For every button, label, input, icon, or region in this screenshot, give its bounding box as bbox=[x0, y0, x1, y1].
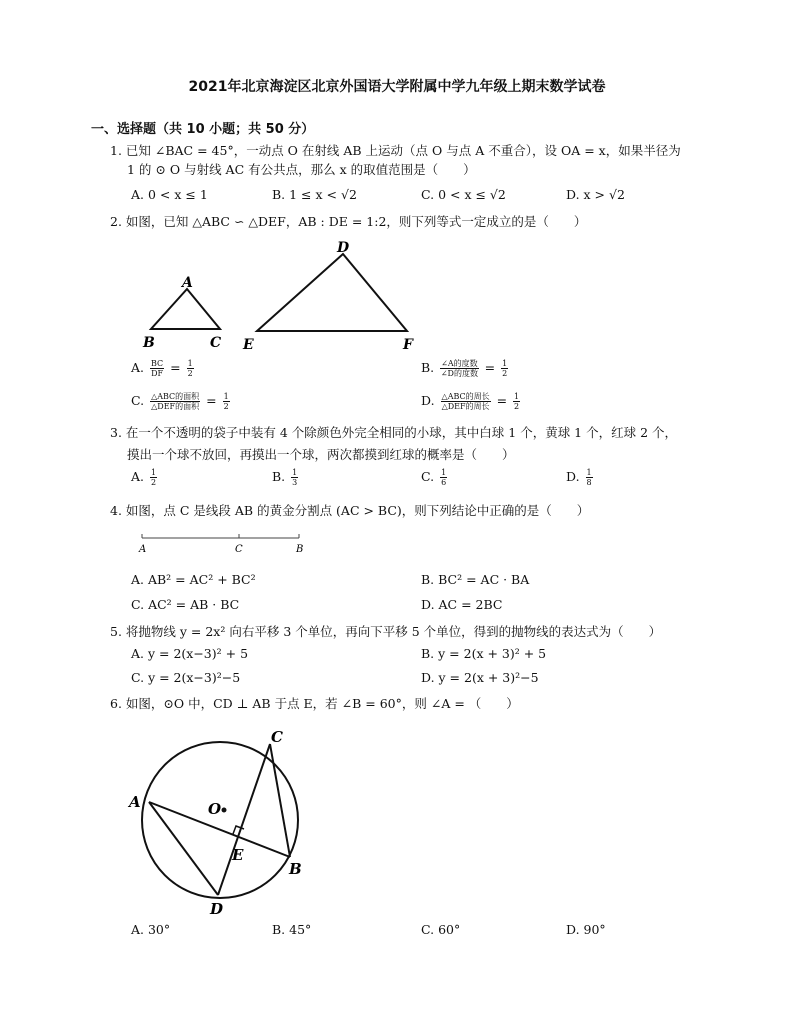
label-c: C bbox=[271, 728, 283, 746]
q3-option-b[interactable]: B. $\frac{1}{3}$ bbox=[272, 468, 298, 487]
triangle-abc bbox=[151, 289, 220, 329]
chord-cd bbox=[218, 744, 270, 895]
point-a-label: A bbox=[139, 544, 147, 555]
q3-line1: 3. 在一个不透明的袋子中装有 4 个除颜色外完全相同的小球，其中白球 1 个，黄球 1 个，红球 2 个， bbox=[110, 425, 678, 440]
q1-option-d[interactable]: D. x > √2 bbox=[566, 187, 625, 202]
q6-line1: 6. 如图，⊙O 中，CD ⊥ AB 于点 E，若 ∠B = 60°，则 ∠A = （ ） bbox=[110, 696, 519, 711]
q5-option-a[interactable]: A. y = 2(x−3)² + 5 bbox=[131, 646, 249, 661]
q2-option-c[interactable]: C. $\frac{\text{△ABC的面积}}{\text{△DEF的面积}}$ = $\frac{1}{2}$ bbox=[131, 392, 229, 411]
q6-circle-figure bbox=[120, 720, 320, 920]
q4-segment-figure bbox=[134, 530, 314, 558]
q3-option-a[interactable]: A. $\frac{1}{2}$ bbox=[131, 468, 157, 487]
label-e: E bbox=[232, 846, 244, 864]
q2-line1: 2. 如图，已知 △ABC ∽ △DEF，AB : DE = 1:2，则下列等式一定成立的是（ ） bbox=[110, 214, 587, 229]
label-a: A bbox=[129, 793, 141, 811]
label-d: D bbox=[210, 900, 224, 918]
q3-line2: 摸出一个球不放回，再摸出一个球，两次都摸到红球的概率是（ ） bbox=[127, 447, 515, 462]
q2-option-d[interactable]: D. $\frac{\text{△ABC的周长}}{\text{△DEF的周长}}$ = $\frac{1}{2}$ bbox=[421, 392, 520, 411]
q1-line1: 1. 已知 ∠BAC = 45°，一动点 O 在射线 AB 上运动（点 O 与点 A 不重合），设 OA = x，如果半径为 bbox=[110, 143, 681, 158]
q1-option-c[interactable]: C. 0 < x ≤ √2 bbox=[421, 187, 506, 202]
label-c: C bbox=[210, 335, 222, 351]
q6-option-a[interactable]: A. 30° bbox=[131, 922, 171, 937]
label-d: D bbox=[337, 240, 350, 256]
q2-option-b[interactable]: B. $\frac{\text{∠A的度数}}{\text{∠D的度数}}$ = $\frac{1}{2}$ bbox=[421, 359, 508, 378]
label-b: B bbox=[289, 860, 302, 878]
q1-line2: 1 的 ⊙ O 与射线 AC 有公共点，那么 x 的取值范围是（ ） bbox=[127, 162, 476, 177]
q4-option-d[interactable]: D. AC = 2BC bbox=[421, 597, 503, 612]
q4-line1: 4. 如图，点 C 是线段 AB 的黄金分割点 (AC > BC)，则下列结论中正确的是（ ） bbox=[110, 503, 590, 518]
label-b: B bbox=[143, 335, 155, 351]
triangle-def bbox=[257, 254, 407, 331]
q2-option-a[interactable]: A. $\frac{BC}{DF}$ = $\frac{1}{2}$ bbox=[131, 359, 193, 378]
q5-option-c[interactable]: C. y = 2(x−3)²−5 bbox=[131, 670, 241, 685]
q3-option-c[interactable]: C. $\frac{1}{6}$ bbox=[421, 468, 447, 487]
q4-option-c[interactable]: C. AC² = AB · BC bbox=[131, 597, 240, 612]
chord-cb bbox=[270, 744, 290, 857]
q1-option-a[interactable]: A. 0 < x ≤ 1 bbox=[131, 187, 208, 202]
label-a: A bbox=[182, 275, 193, 291]
q5-option-d[interactable]: D. y = 2(x + 3)²−5 bbox=[421, 670, 539, 685]
q6-option-d[interactable]: D. 90° bbox=[566, 922, 606, 937]
q6-option-c[interactable]: C. 60° bbox=[421, 922, 461, 937]
point-c-label: C bbox=[235, 544, 243, 555]
label-o: O bbox=[208, 800, 222, 818]
q2-triangles-figure bbox=[130, 236, 430, 356]
q1-option-b[interactable]: B. 1 ≤ x < √2 bbox=[272, 187, 357, 202]
q5-line1: 5. 将抛物线 y = 2x² 向右平移 3 个单位，再向下平移 5 个单位，得到的抛物线的表达式为（ ） bbox=[110, 624, 662, 639]
center-point bbox=[222, 808, 227, 813]
q5-option-b[interactable]: B. y = 2(x + 3)² + 5 bbox=[421, 646, 547, 661]
q4-option-b[interactable]: B. BC² = AC · BA bbox=[421, 572, 530, 587]
label-e: E bbox=[243, 337, 254, 353]
q6-option-b[interactable]: B. 45° bbox=[272, 922, 312, 937]
point-b-label: B bbox=[296, 544, 304, 555]
q4-option-a[interactable]: A. AB² = AC² + BC² bbox=[131, 572, 256, 587]
page-title: 2021年北京海淀区北京外国语大学附属中学九年级上期末数学试卷 bbox=[188, 79, 606, 95]
label-f: F bbox=[403, 337, 413, 353]
q3-option-d[interactable]: D. $\frac{1}{8}$ bbox=[566, 468, 592, 487]
section-heading: 一、选择题（共 10 小题；共 50 分） bbox=[91, 122, 315, 137]
